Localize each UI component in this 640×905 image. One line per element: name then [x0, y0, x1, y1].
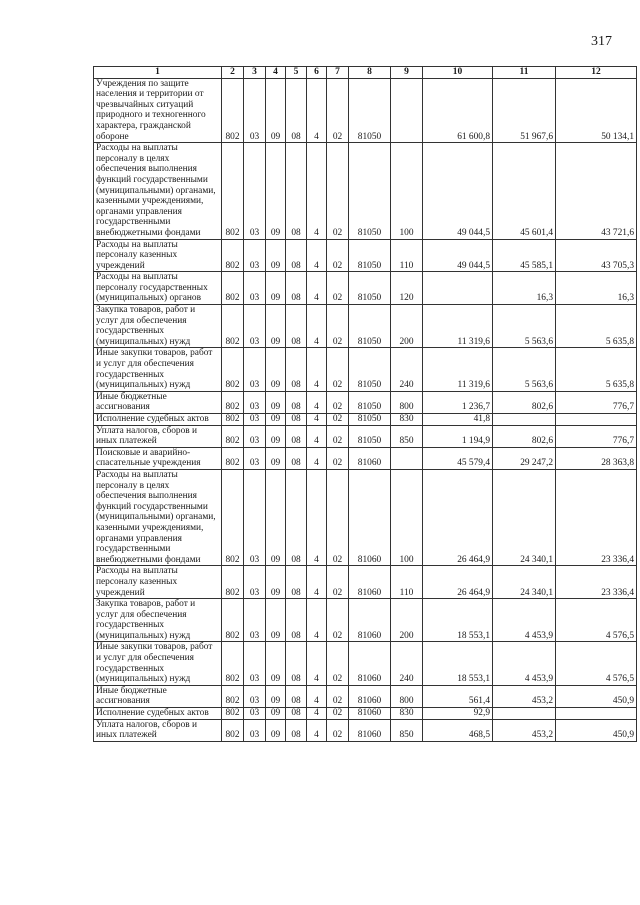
table-row — [94, 469, 637, 565]
event-code-cell: 02 — [327, 348, 349, 391]
expense-type-cell: 240 — [391, 642, 423, 685]
row-name-cell: Расходы на выплаты персоналу казенных учреждений — [94, 239, 222, 272]
row-name-cell: Иные закупки товаров, работ и услуг для обеспечения государственных (муниципальных) нужд — [94, 642, 222, 685]
table-row — [94, 239, 637, 272]
row-name-cell: Иные бюджетные ассигнования — [94, 391, 222, 413]
amount-year1-cell: 1 236,7 — [423, 391, 493, 413]
subsection-code-cell: 09 — [266, 272, 286, 305]
section-code-cell: 03 — [244, 239, 266, 272]
row-name-cell: Исполнение судебных актов — [94, 414, 222, 426]
program-code-cell: 08 — [286, 425, 307, 447]
subprogram-code-cell: 4 — [307, 719, 327, 741]
program-code-cell: 08 — [286, 708, 307, 720]
section-code-cell: 03 — [244, 272, 266, 305]
amount-year3-cell: 50 134,1 — [556, 78, 637, 143]
header-cell: 7 — [327, 67, 349, 79]
ministry-code-cell: 802 — [222, 143, 244, 239]
subprogram-code-cell: 4 — [307, 447, 327, 469]
section-code-cell: 03 — [244, 425, 266, 447]
event-code-cell: 02 — [327, 143, 349, 239]
section-code-cell: 03 — [244, 469, 266, 565]
header-cell: 12 — [556, 67, 637, 79]
direction-code-cell: 81050 — [349, 425, 391, 447]
event-code-cell: 02 — [327, 708, 349, 720]
subprogram-code-cell: 4 — [307, 708, 327, 720]
header-cell: 11 — [493, 67, 556, 79]
header-cell: 3 — [244, 67, 266, 79]
row-name-cell: Исполнение судебных актов — [94, 708, 222, 720]
program-code-cell: 08 — [286, 348, 307, 391]
row-name-cell: Расходы на выплаты персоналу в целях обеспечения выполнения функций государственными (муниципальными) органами, казенными учреждениями, органами управления государственными внебюджетными фондами — [94, 143, 222, 239]
program-code-cell: 08 — [286, 391, 307, 413]
amount-year3-cell: 450,9 — [556, 719, 637, 741]
section-code-cell: 03 — [244, 348, 266, 391]
event-code-cell: 02 — [327, 78, 349, 143]
amount-year3-cell: 4 576,5 — [556, 642, 637, 685]
subsection-code-cell: 09 — [266, 642, 286, 685]
amount-year1-cell: 468,5 — [423, 719, 493, 741]
subprogram-code-cell: 4 — [307, 685, 327, 707]
amount-year3-cell: 4 576,5 — [556, 599, 637, 642]
amount-year3-cell: 450,9 — [556, 685, 637, 707]
amount-year2-cell: 5 563,6 — [493, 348, 556, 391]
expense-type-cell — [391, 78, 423, 143]
ministry-code-cell: 802 — [222, 469, 244, 565]
table-body — [94, 78, 637, 741]
direction-code-cell: 81050 — [349, 78, 391, 143]
program-code-cell: 08 — [286, 642, 307, 685]
amount-year1-cell: 11 319,6 — [423, 305, 493, 348]
direction-code-cell: 81060 — [349, 599, 391, 642]
amount-year3-cell: 5 635,8 — [556, 348, 637, 391]
table-row — [94, 642, 637, 685]
direction-code-cell: 81060 — [349, 685, 391, 707]
subsection-code-cell: 09 — [266, 599, 286, 642]
amount-year1-cell: 45 579,4 — [423, 447, 493, 469]
expense-type-cell: 100 — [391, 469, 423, 565]
section-code-cell: 03 — [244, 719, 266, 741]
amount-year1-cell: 61 600,8 — [423, 78, 493, 143]
amount-year3-cell: 28 363,8 — [556, 447, 637, 469]
ministry-code-cell: 802 — [222, 642, 244, 685]
amount-year1-cell: 49 044,5 — [423, 239, 493, 272]
amount-year1-cell: 1 194,9 — [423, 425, 493, 447]
ministry-code-cell: 802 — [222, 78, 244, 143]
amount-year2-cell: 29 247,2 — [493, 447, 556, 469]
ministry-code-cell: 802 — [222, 272, 244, 305]
amount-year3-cell: 23 336,4 — [556, 469, 637, 565]
subsection-code-cell: 09 — [266, 305, 286, 348]
amount-year1-cell: 49 044,5 — [423, 143, 493, 239]
section-code-cell: 03 — [244, 78, 266, 143]
subprogram-code-cell: 4 — [307, 391, 327, 413]
subsection-code-cell: 09 — [266, 469, 286, 565]
direction-code-cell: 81060 — [349, 642, 391, 685]
subprogram-code-cell: 4 — [307, 599, 327, 642]
budget-table — [93, 66, 637, 742]
program-code-cell: 08 — [286, 469, 307, 565]
event-code-cell: 02 — [327, 469, 349, 565]
amount-year2-cell: 453,2 — [493, 719, 556, 741]
event-code-cell: 02 — [327, 599, 349, 642]
program-code-cell: 08 — [286, 239, 307, 272]
direction-code-cell: 81060 — [349, 447, 391, 469]
header-cell: 5 — [286, 67, 307, 79]
section-code-cell: 03 — [244, 414, 266, 426]
direction-code-cell: 81050 — [349, 414, 391, 426]
subprogram-code-cell: 4 — [307, 78, 327, 143]
subprogram-code-cell: 4 — [307, 566, 327, 599]
amount-year2-cell: 453,2 — [493, 685, 556, 707]
direction-code-cell: 81050 — [349, 272, 391, 305]
expense-type-cell: 850 — [391, 719, 423, 741]
subsection-code-cell: 09 — [266, 391, 286, 413]
direction-code-cell: 81060 — [349, 719, 391, 741]
program-code-cell: 08 — [286, 566, 307, 599]
event-code-cell: 02 — [327, 239, 349, 272]
event-code-cell: 02 — [327, 272, 349, 305]
direction-code-cell: 81050 — [349, 239, 391, 272]
amount-year3-cell: 23 336,4 — [556, 566, 637, 599]
ministry-code-cell: 802 — [222, 719, 244, 741]
subsection-code-cell: 09 — [266, 685, 286, 707]
expense-type-cell: 200 — [391, 305, 423, 348]
page-number: 317 — [591, 34, 612, 49]
amount-year2-cell: 24 340,1 — [493, 469, 556, 565]
row-name-cell: Расходы на выплаты персоналу казенных учреждений — [94, 566, 222, 599]
table-row — [94, 78, 637, 143]
amount-year2-cell — [493, 414, 556, 426]
row-name-cell: Поисковые и аварийно-спасательные учреждения — [94, 447, 222, 469]
table-row — [94, 425, 637, 447]
event-code-cell: 02 — [327, 447, 349, 469]
program-code-cell: 08 — [286, 719, 307, 741]
expense-type-cell: 120 — [391, 272, 423, 305]
ministry-code-cell: 802 — [222, 239, 244, 272]
subprogram-code-cell: 4 — [307, 239, 327, 272]
row-name-cell: Уплата налогов, сборов и иных платежей — [94, 719, 222, 741]
program-code-cell: 08 — [286, 305, 307, 348]
expense-type-cell: 800 — [391, 391, 423, 413]
table-row — [94, 143, 637, 239]
ministry-code-cell: 802 — [222, 391, 244, 413]
table-row — [94, 566, 637, 599]
amount-year3-cell: 776,7 — [556, 425, 637, 447]
row-name-cell: Учреждения по защите населения и территории от чрезвычайных ситуаций природного и техногенного характера, гражданской обороне — [94, 78, 222, 143]
subsection-code-cell: 09 — [266, 566, 286, 599]
section-code-cell: 03 — [244, 708, 266, 720]
ministry-code-cell: 802 — [222, 414, 244, 426]
section-code-cell: 03 — [244, 685, 266, 707]
table-row — [94, 391, 637, 413]
direction-code-cell: 81060 — [349, 708, 391, 720]
expense-type-cell: 240 — [391, 348, 423, 391]
event-code-cell: 02 — [327, 719, 349, 741]
table-row — [94, 348, 637, 391]
ministry-code-cell: 802 — [222, 305, 244, 348]
expense-type-cell: 850 — [391, 425, 423, 447]
amount-year2-cell — [493, 708, 556, 720]
amount-year3-cell: 43 721,6 — [556, 143, 637, 239]
subprogram-code-cell: 4 — [307, 469, 327, 565]
program-code-cell: 08 — [286, 414, 307, 426]
ministry-code-cell: 802 — [222, 566, 244, 599]
amount-year2-cell: 5 563,6 — [493, 305, 556, 348]
ministry-code-cell: 802 — [222, 425, 244, 447]
event-code-cell: 02 — [327, 566, 349, 599]
amount-year1-cell: 41,8 — [423, 414, 493, 426]
amount-year1-cell: 18 553,1 — [423, 599, 493, 642]
header-cell: 8 — [349, 67, 391, 79]
header-cell: 4 — [266, 67, 286, 79]
amount-year2-cell: 45 585,1 — [493, 239, 556, 272]
row-name-cell: Иные бюджетные ассигнования — [94, 685, 222, 707]
header-cell: 9 — [391, 67, 423, 79]
amount-year2-cell: 802,6 — [493, 391, 556, 413]
amount-year1-cell: 18 553,1 — [423, 642, 493, 685]
event-code-cell: 02 — [327, 414, 349, 426]
event-code-cell: 02 — [327, 425, 349, 447]
ministry-code-cell: 802 — [222, 708, 244, 720]
event-code-cell: 02 — [327, 685, 349, 707]
program-code-cell: 08 — [286, 78, 307, 143]
expense-type-cell — [391, 447, 423, 469]
direction-code-cell: 81060 — [349, 469, 391, 565]
amount-year3-cell — [556, 708, 637, 720]
amount-year3-cell — [556, 414, 637, 426]
amount-year2-cell: 4 453,9 — [493, 642, 556, 685]
amount-year1-cell: 11 319,6 — [423, 348, 493, 391]
expense-type-cell: 100 — [391, 143, 423, 239]
table-row — [94, 305, 637, 348]
row-name-cell: Иные закупки товаров, работ и услуг для обеспечения государственных (муниципальных) нужд — [94, 348, 222, 391]
expense-type-cell: 830 — [391, 708, 423, 720]
ministry-code-cell: 802 — [222, 685, 244, 707]
section-code-cell: 03 — [244, 566, 266, 599]
amount-year3-cell: 776,7 — [556, 391, 637, 413]
subsection-code-cell: 09 — [266, 425, 286, 447]
subsection-code-cell: 09 — [266, 719, 286, 741]
direction-code-cell: 81050 — [349, 143, 391, 239]
subprogram-code-cell: 4 — [307, 143, 327, 239]
amount-year3-cell: 43 705,3 — [556, 239, 637, 272]
header-row — [94, 67, 637, 79]
amount-year1-cell: 26 464,9 — [423, 469, 493, 565]
row-name-cell: Расходы на выплаты персоналу в целях обеспечения выполнения функций государственными (муниципальными) органами, казенными учреждениями, органами управления государственными внебюджетными фондами — [94, 469, 222, 565]
subprogram-code-cell: 4 — [307, 305, 327, 348]
section-code-cell: 03 — [244, 391, 266, 413]
amount-year2-cell: 51 967,6 — [493, 78, 556, 143]
amount-year2-cell: 16,3 — [493, 272, 556, 305]
expense-type-cell: 110 — [391, 566, 423, 599]
expense-type-cell: 830 — [391, 414, 423, 426]
table-row — [94, 599, 637, 642]
subsection-code-cell: 09 — [266, 414, 286, 426]
program-code-cell: 08 — [286, 272, 307, 305]
expense-type-cell: 800 — [391, 685, 423, 707]
section-code-cell: 03 — [244, 642, 266, 685]
amount-year3-cell: 16,3 — [556, 272, 637, 305]
subsection-code-cell: 09 — [266, 447, 286, 469]
subsection-code-cell: 09 — [266, 78, 286, 143]
header-cell: 2 — [222, 67, 244, 79]
subprogram-code-cell: 4 — [307, 414, 327, 426]
header-cell: 6 — [307, 67, 327, 79]
amount-year1-cell — [423, 272, 493, 305]
subsection-code-cell: 09 — [266, 239, 286, 272]
expense-type-cell: 110 — [391, 239, 423, 272]
amount-year3-cell: 5 635,8 — [556, 305, 637, 348]
amount-year2-cell: 45 601,4 — [493, 143, 556, 239]
row-name-cell: Закупка товаров, работ и услуг для обеспечения государственных (муниципальных) нужд — [94, 599, 222, 642]
subprogram-code-cell: 4 — [307, 348, 327, 391]
subsection-code-cell: 09 — [266, 708, 286, 720]
event-code-cell: 02 — [327, 391, 349, 413]
table-row — [94, 719, 637, 741]
subprogram-code-cell: 4 — [307, 642, 327, 685]
header-cell: 1 — [94, 67, 222, 79]
program-code-cell: 08 — [286, 447, 307, 469]
direction-code-cell: 81050 — [349, 348, 391, 391]
event-code-cell: 02 — [327, 305, 349, 348]
subprogram-code-cell: 4 — [307, 425, 327, 447]
row-name-cell: Закупка товаров, работ и услуг для обеспечения государственных (муниципальных) нужд — [94, 305, 222, 348]
row-name-cell: Уплата налогов, сборов и иных платежей — [94, 425, 222, 447]
row-name-cell: Расходы на выплаты персоналу государственных (муниципальных) органов — [94, 272, 222, 305]
table-row — [94, 685, 637, 707]
section-code-cell: 03 — [244, 599, 266, 642]
direction-code-cell: 81050 — [349, 391, 391, 413]
subsection-code-cell: 09 — [266, 348, 286, 391]
expense-type-cell: 200 — [391, 599, 423, 642]
section-code-cell: 03 — [244, 143, 266, 239]
ministry-code-cell: 802 — [222, 447, 244, 469]
amount-year1-cell: 26 464,9 — [423, 566, 493, 599]
amount-year1-cell: 92,9 — [423, 708, 493, 720]
table-row — [94, 272, 637, 305]
direction-code-cell: 81050 — [349, 305, 391, 348]
header-cell: 10 — [423, 67, 493, 79]
program-code-cell: 08 — [286, 685, 307, 707]
ministry-code-cell: 802 — [222, 348, 244, 391]
amount-year1-cell: 561,4 — [423, 685, 493, 707]
table-row — [94, 414, 637, 426]
ministry-code-cell: 802 — [222, 599, 244, 642]
program-code-cell: 08 — [286, 143, 307, 239]
table-row — [94, 447, 637, 469]
amount-year2-cell: 4 453,9 — [493, 599, 556, 642]
amount-year2-cell: 802,6 — [493, 425, 556, 447]
subprogram-code-cell: 4 — [307, 272, 327, 305]
program-code-cell: 08 — [286, 599, 307, 642]
section-code-cell: 03 — [244, 305, 266, 348]
section-code-cell: 03 — [244, 447, 266, 469]
table-row — [94, 708, 637, 720]
subsection-code-cell: 09 — [266, 143, 286, 239]
amount-year2-cell: 24 340,1 — [493, 566, 556, 599]
direction-code-cell: 81060 — [349, 566, 391, 599]
event-code-cell: 02 — [327, 642, 349, 685]
